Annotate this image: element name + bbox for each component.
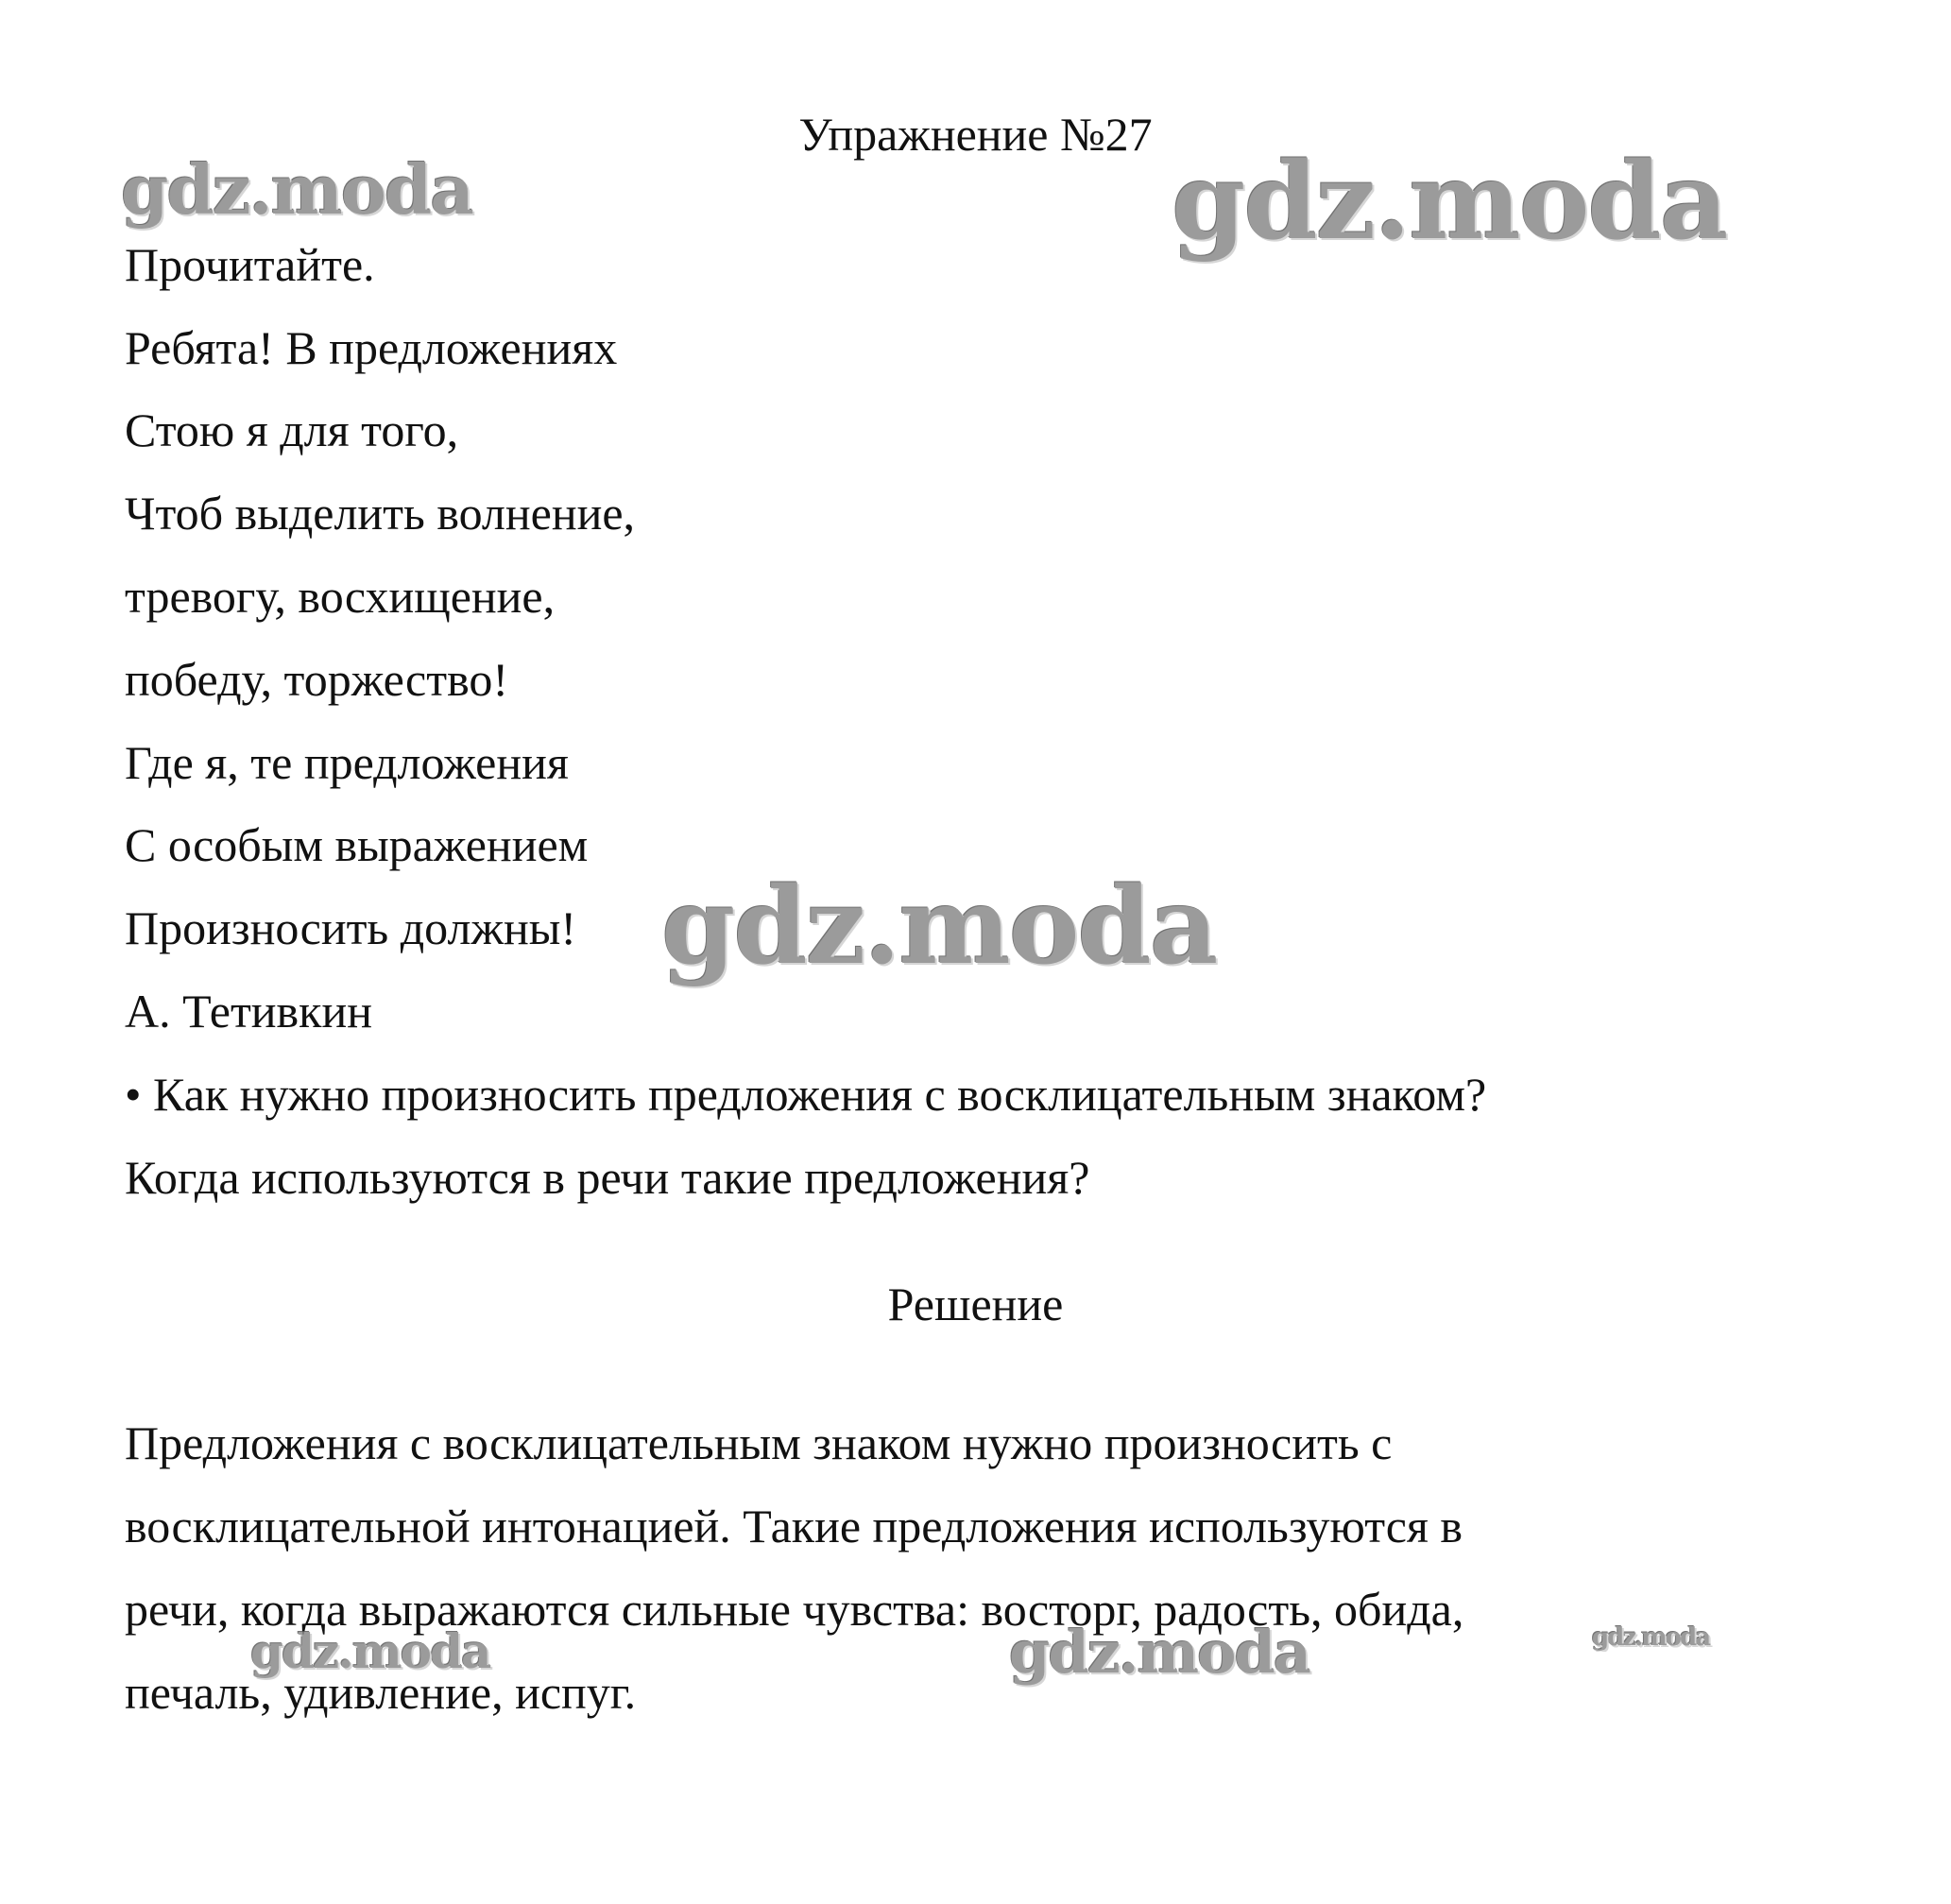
task-line: тревогу, восхищение, — [125, 570, 556, 623]
solution-line: восклицательной интонацией. Такие предложения используются в — [125, 1500, 1463, 1552]
solution-title: Решение — [887, 1278, 1064, 1330]
watermark: gdz.moda — [1009, 1618, 1309, 1687]
question-line: Когда используются в речи такие предложения? — [125, 1151, 1090, 1204]
task-line: Стою я для того, — [125, 403, 459, 456]
solution-line: Предложения с восклицательным знаком нужно произносить с — [125, 1416, 1393, 1469]
solution-line: печаль, удивление, испуг. — [125, 1666, 637, 1719]
question-line: • Как нужно произносить предложения с восклицательным знаком? — [125, 1068, 1487, 1121]
task-line: С особым выражением — [125, 818, 589, 871]
watermark: gdz.moda — [250, 1623, 490, 1679]
task-line: Где я, те предложения — [125, 736, 569, 789]
task-line: Прочитайте. — [125, 238, 375, 291]
page-title: Упражнение №27 — [798, 108, 1153, 161]
watermark: gdz.moda — [661, 865, 1217, 988]
task-line: Ребята! В предложениях — [125, 321, 618, 374]
author-line: А. Тетивкин — [125, 985, 372, 1038]
watermark: gdz.moda — [1172, 140, 1727, 264]
watermark: gdz.moda — [121, 149, 472, 230]
solution-line: речи, когда выражаются сильные чувства: восторг, радость, обида, — [125, 1583, 1464, 1636]
watermark: gdz.moda — [1592, 1623, 1710, 1652]
task-line: победу, торжество! — [125, 653, 508, 706]
task-line: Произносить должны! — [125, 901, 577, 954]
task-line: Чтоб выделить волнение, — [125, 487, 636, 540]
